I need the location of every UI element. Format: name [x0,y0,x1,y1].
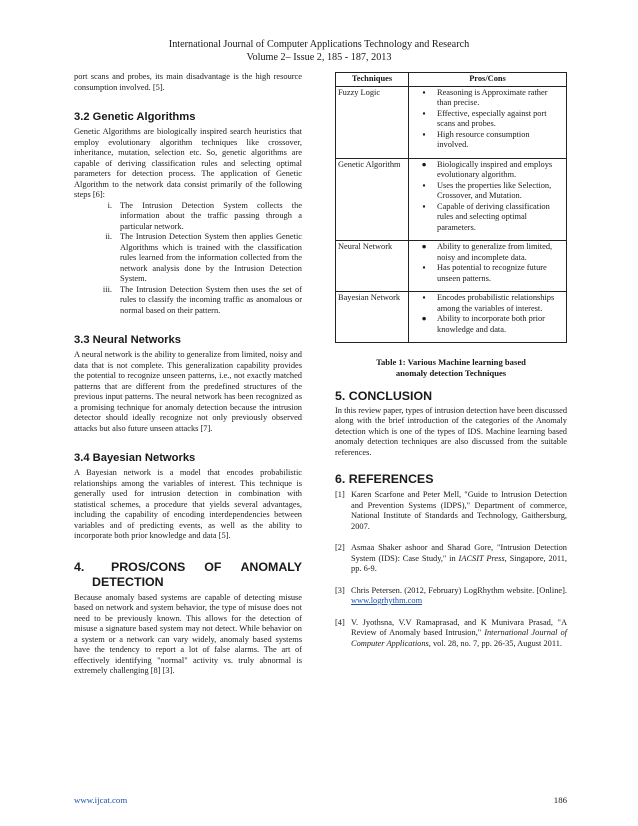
bullet-icon: ▪ [422,108,426,118]
section-3-2-title: 3.2 Genetic Algorithms [74,111,196,123]
page-header [0,38,638,64]
list-item: ▪ Has potential to recognize future unseen patterns. [411,263,564,290]
list-item: ▪ Encodes probabilistic relationships among the variables of interest. [411,293,564,314]
page-footer [74,795,567,805]
left-column [74,72,302,677]
section-6-title: 6. REFERENCES [335,472,434,487]
intro-paragraph: port scans and probes, its main disadvantage is the high resource consumption involved. [5]. [74,72,302,92]
table-row [336,292,567,343]
journal-title: International Journal of Computer Applications Technology and Research [168,39,470,50]
list-item: i. The Intrusion Detection System collects the information about the traffic passing through a particular network. [107,200,302,231]
reference-item: [3] Chris Petersen. (2012, February) LogRhythm website. [Online]. www.logrhythm.com [335,585,567,606]
section-3-3-body: A neural network is the ability to generalize from limited, noisy and data that is not complete. This generalization capability provides the potential to recognize unseen patterns, i.e., not exactly matched patterns that are different from the predefined structures of the previous input patterns. The neural network has been recognized as a promising technique for anomaly detection because the intrusion detector should ideally recognize not only previously observed attacks but also future unseen attacks [7]. [74,350,302,433]
page-number: 186 [553,795,567,805]
section-4-body: Because anomaly based systems are capable of detecting misuse based on network and system behavior, the type of misuse does not need to be previously known. This allows for the detection of misuse a signature based system may not detect. While behavior on a system or a network can vary widely, anomaly based systems have the tendency to report a lot of false alarms. The art of effectively identifying "normal" activity vs. truly abnormal is extremely challenging [8] [3]. [74,592,302,675]
column-header-techniques: Techniques [336,73,409,87]
section-3-4-title: 3.4 Bayesian Networks [74,452,196,464]
section-4-title: 4. PROS/CONS OF ANOMALY DETECTION [74,559,302,589]
pros-cons-cell [409,241,567,292]
table-header-row [336,73,567,87]
section-3-2-body: Genetic Algorithms are biologically inspired search heuristics that employ evolutionary algorithm techniques like crossover, inheritance, mutation, selection etc. So, genetic algorithms are capable of deriving classification rules and selecting optimal parameters for detection process. The application of Genetic Algorithm to the network data consist primarily of the following steps [6]: [74,127,302,199]
section-3-4-body: A Bayesian network is a model that encodes probabilistic relationships among the variables of interest. This technique is generally used for intrusion detection in combination with statistical schemes, a procedure that yields several advantages, including the capability of encoding interdependencies between variables and of predicting events, as well as the ability to incorporate both prior knowledge and data [5]. [74,468,302,540]
logrhythm-link[interactable]: www.logrhythm.com [351,596,423,606]
table-caption: Table 1: Various Machine learning based anomaly detection Techniques [376,357,526,378]
reference-item: [1] Karen Scarfone and Peter Mell, "Guide to Intrusion Detection and Prevention Systems (IDPS)," Department of commerce, National Institute of Standards and Technology, Gaithersburg, 2007. [335,490,567,531]
bullet-icon: ● [421,314,427,323]
pros-cons-cell [409,158,567,241]
reference-item: [2] Asmaa Shaker ashoor and Sharad Gore, "Intrusion Detection System (IDS): Case Study," in IACSIT Press, Singapore, 2011, pp. 6-9. [335,543,567,574]
list-item: ● Biologically inspired and employs evolutionary algorithm. [411,160,564,181]
bullet-icon: ▪ [422,293,426,302]
list-item: ▪ Reasoning is Approximate rather than precise. [411,88,564,109]
list-item: ▪ Effective, especially against port scans and probes. [411,109,564,130]
reference-item: [4] V. Jyothsna, V.V Ramaprasad, and K Munivara Prasad, "A Review of Anomaly based Intrusion," International Journal of Computer Applications, vol. 28, no. 7, pp. 26-35, August 2011. [335,617,568,648]
bullet-icon: ▪ [422,129,426,139]
pros-cons-cell [409,292,567,343]
list-item: ▪ Capable of deriving classification rules and selecting optimal parameters. [411,202,564,240]
techniques-table [335,72,567,343]
section-3-3-title: 3.3 Neural Networks [74,334,181,346]
pros-cons-cell [409,86,567,158]
table-row [336,158,567,241]
column-header-pros-cons: Pros/Cons [409,73,567,87]
bullet-icon: ▪ [422,87,426,97]
ga-steps-list [74,201,302,317]
table-row [336,86,567,158]
list-item: iii. The Intrusion Detection System then uses the set of rules to classify the incoming traffic as anomalous or normal based on their pattern. [102,284,302,315]
technique-cell: Neural Network [336,241,409,292]
technique-cell: Genetic Algorithm [336,158,409,241]
technique-cell: Fuzzy Logic [336,86,409,158]
section-5-title: 5. CONCLUSION [335,388,433,403]
list-item: ▪ Uses the properties like Selection, Crossover, and Mutation. [411,181,564,202]
technique-cell: Bayesian Network [336,292,409,343]
list-item: ● Ability to generalize from limited, noisy and incomplete data. [411,242,564,263]
journal-url-link[interactable]: www.ijcat.com [74,795,128,805]
bullet-icon: ● [421,159,427,169]
table-row [336,241,567,292]
list-item: ii. The Intrusion Detection System then applies Genetic Algorithms which is trained with the classification rules learned from the information collected from the network analysis done by the Intrusion Detection System. [105,232,302,283]
right-column [335,72,567,649]
bullet-icon: ▪ [422,180,426,190]
bullet-icon: ▪ [422,201,426,211]
section-5-body: In this review paper, types of intrusion detection have been discussed along with the brief introduction of the categories of the Anomaly detection which is one of the types of IDS. Machine learning based anomaly detection techniques are also discussed from the suitable references. [335,405,568,457]
list-item: ▪ High resource consumption involved. [411,130,564,157]
bullet-icon: ▪ [422,263,426,272]
journal-volume: Volume 2– Issue 2, 185 - 187, 2013 [246,52,392,63]
bullet-icon: ● [421,242,427,251]
list-item: ● Ability to incorporate both prior knowledge and data. [411,314,564,341]
